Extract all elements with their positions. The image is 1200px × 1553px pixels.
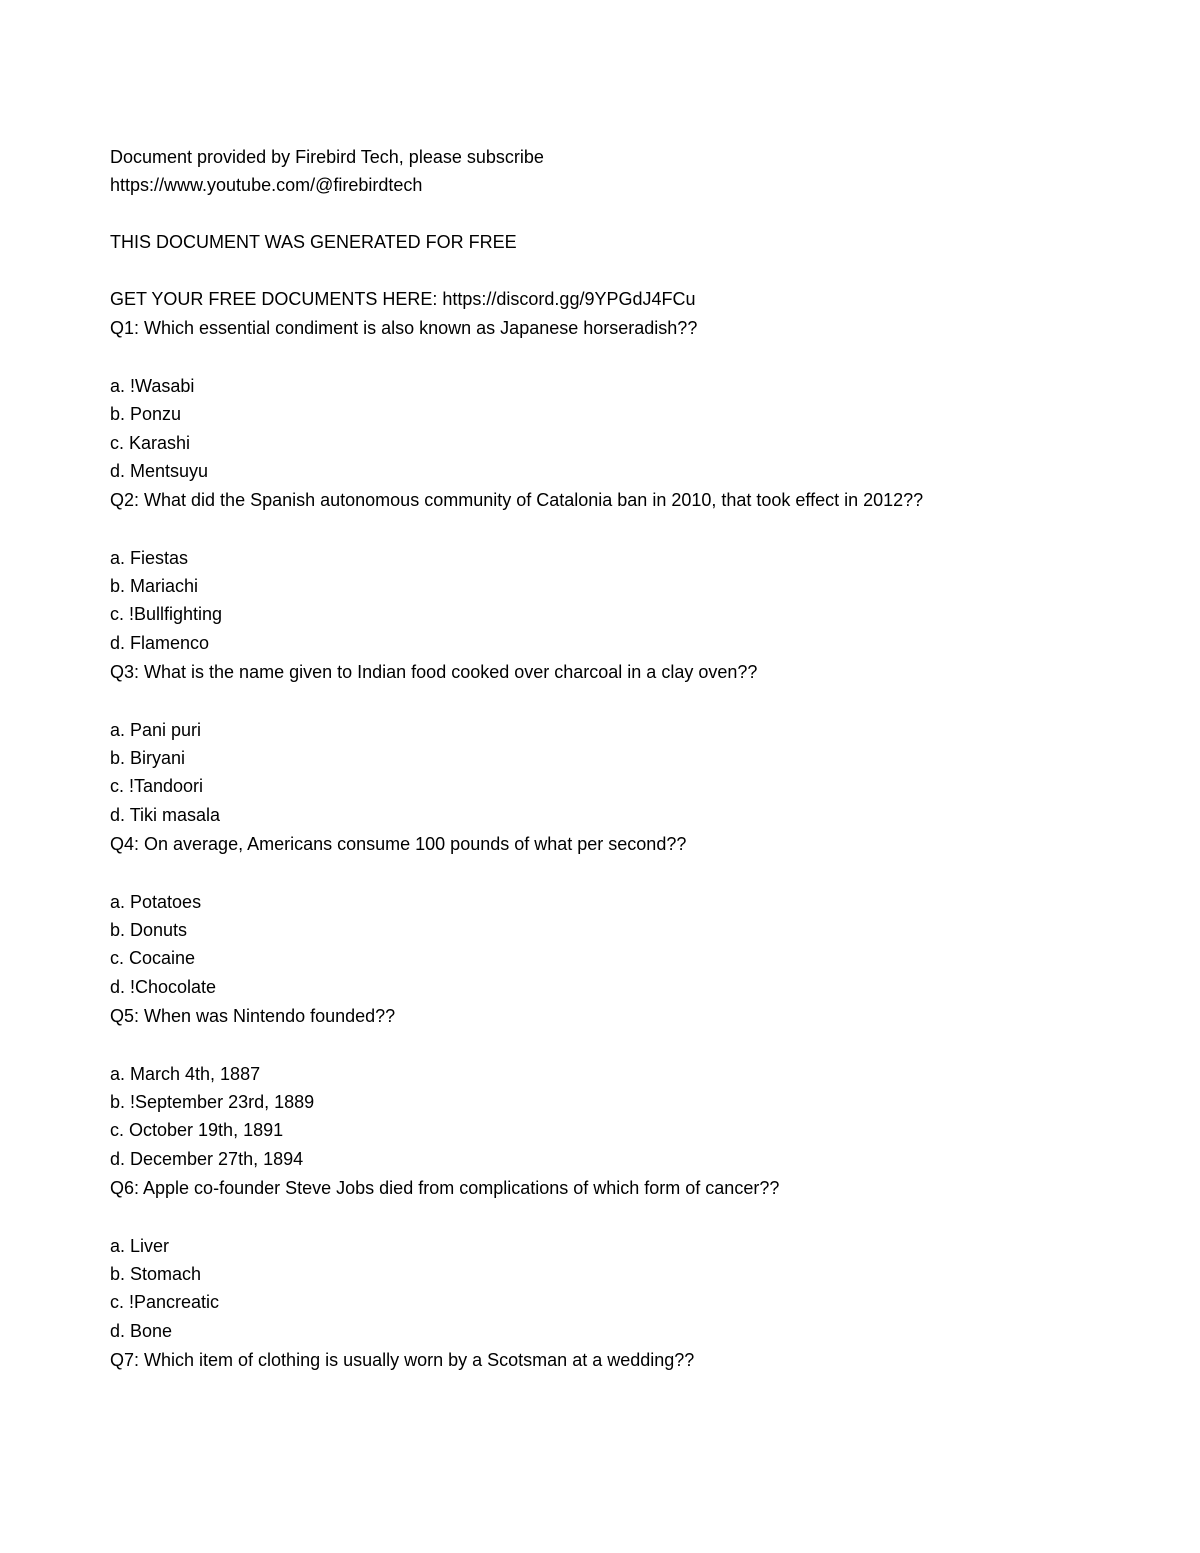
question-prompt: What is the name given to Indian food cooked over charcoal in a clay oven?? [139,662,758,683]
question-2 [110,485,1110,657]
answer-option: a. Fiestas [110,547,189,568]
spacer [110,1031,1110,1059]
spacer [110,257,1110,285]
answer-option: b. Mariachi [110,576,199,597]
spacer [110,859,1110,887]
answer-option: d. Bone [110,1320,173,1341]
question-number: Q1: [110,318,140,339]
answer-option: a. March 4th, 1887 [110,1063,261,1084]
youtube-link[interactable]: https://www.youtube.com/@firebirdtech [110,175,423,196]
answer-option: b. Donuts [110,919,188,940]
question-7 [110,1345,1110,1375]
answer-option: b. Ponzu [110,404,182,425]
answer-option: a. Liver [110,1235,170,1256]
spacer [110,515,1110,543]
question-6 [110,1173,1110,1345]
question-text [110,1173,1110,1203]
question-number: Q3: [110,662,140,683]
answer-option: c. !Pancreatic [110,1292,220,1313]
answer-option: d. !Chocolate [110,976,217,997]
question-3 [110,657,1110,829]
answer-option: a. Potatoes [110,891,202,912]
spacer [110,200,1110,228]
question-prompt: Apple co-founder Steve Jobs died from complications of which form of cancer?? [139,1178,780,1199]
answer-option: b. !September 23rd, 1889 [110,1091,315,1112]
answer-option: b. Stomach [110,1263,202,1284]
answer-option: d. Mentsuyu [110,460,209,481]
question-number: Q7: [110,1350,140,1371]
question-prompt: What did the Spanish autonomous community of Catalonia ban in 2010, that took effect in 2012?? [139,490,924,511]
spacer [110,687,1110,715]
question-number: Q6: [110,1178,140,1199]
question-text [110,1345,1110,1375]
question-5 [110,1001,1110,1173]
question-prompt: Which item of clothing is usually worn by a Scotsman at a wedding?? [139,1350,695,1371]
answer-option: d. Tiki masala [110,804,221,825]
provided-by-line: Document provided by Firebird Tech, please subscribe [110,147,544,167]
answer-option: a. !Wasabi [110,375,195,396]
question-text [110,313,1110,343]
generated-notice: THIS DOCUMENT WAS GENERATED FOR FREE [110,232,517,253]
question-4 [110,829,1110,1001]
question-prompt: When was Nintendo founded?? [139,1006,396,1027]
question-number: Q4: [110,834,140,855]
question-text [110,485,1110,515]
get-documents-line: GET YOUR FREE DOCUMENTS HERE: https://discord.gg/9YPGdJ4FCu [110,288,696,309]
answer-option: c. Karashi [110,432,191,453]
question-prompt: Which essential condiment is also known as Japanese horseradish?? [139,318,698,339]
answer-option: c. Cocaine [110,948,196,969]
answer-option: c. !Tandoori [110,776,204,797]
question-text [110,829,1110,859]
answer-option: d. December 27th, 1894 [110,1148,304,1169]
question-text [110,1001,1110,1031]
question-prompt: On average, Americans consume 100 pounds of what per second?? [139,834,687,855]
question-number: Q2: [110,490,140,511]
answer-option: c. !Bullfighting [110,604,223,625]
answer-option: a. Pani puri [110,719,202,740]
spacer [110,343,1110,371]
question-text [110,657,1110,687]
answer-option: b. Biryani [110,748,186,769]
question-1 [110,313,1110,485]
spacer [110,1203,1110,1231]
answer-option: d. Flamenco [110,632,210,653]
document-body [110,143,1110,1375]
answer-option: c. October 19th, 1891 [110,1120,284,1141]
question-number: Q5: [110,1006,140,1027]
